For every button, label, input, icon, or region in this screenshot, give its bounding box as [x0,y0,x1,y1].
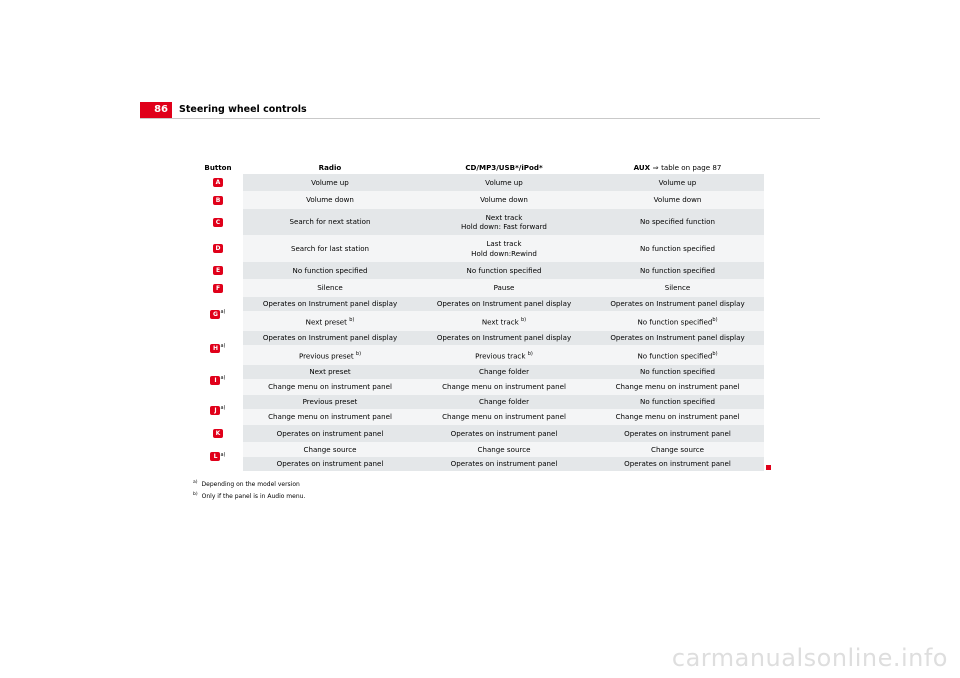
footnote-ref: a) [220,375,226,382]
watermark: carmanualsonline.info [671,644,948,672]
button-d-badge: D [213,244,223,253]
cd-line-2: Hold down: Fast forward [461,222,547,231]
aux-text: No function specified [637,350,713,360]
cd-cell: Volume down [417,191,591,209]
button-k-badge: K [213,429,223,438]
button-a-badge: A [213,178,223,187]
cd-line-2: Hold down:Rewind [471,248,537,258]
header-radio: Radio [318,162,342,172]
table-row [193,191,764,209]
cd-text: Previous track [475,350,526,360]
section-end-marker [766,465,771,470]
radio-cell: Operates on instrument panel [243,457,417,471]
footnote-text: Depending on the model version [201,481,300,488]
cd-cell: Change menu on instrument panel [417,379,591,395]
footnote-b [193,490,305,502]
footnotes [193,478,305,502]
footnote-mark: a) [193,480,198,485]
table-row [193,209,764,235]
button-cell [193,279,243,297]
aux-cell: No function specified [591,365,764,379]
table-row [193,442,764,457]
radio-cell: Next preset [243,365,417,379]
aux-cell: Operates on Instrument panel display [591,297,764,311]
table-row [193,457,764,471]
aux-cell [591,311,764,331]
button-cell [193,365,243,395]
footnote-ref: a) [220,309,226,316]
button-b-badge: B [213,196,223,205]
aux-cell: No function specified [591,262,764,279]
button-g-badge: G [210,310,220,319]
radio-cell: Silence [243,279,417,297]
page-number: 86 [140,102,172,118]
cd-text: Next track [481,316,519,326]
aux-cell: Change source [591,442,764,457]
cd-cell [417,345,591,365]
table-row [193,297,764,311]
header-aux-ref: table on page 87 [661,162,722,172]
cd-cell: Change source [417,442,591,457]
table-row [193,365,764,379]
cd-cell: Operates on instrument panel [417,457,591,471]
header-aux-label: AUX [633,162,651,172]
cd-cell: Change folder [417,365,591,379]
table-row [193,262,764,279]
button-cell [193,209,243,235]
cd-cell [417,311,591,331]
table-row [193,279,764,297]
radio-cell: Search for last station [243,235,417,262]
aux-cell: Operates on instrument panel [591,425,764,442]
cd-line-1: Last track [486,239,522,248]
footnote-ref: b) [527,350,533,357]
table-row [193,311,764,331]
radio-cell: Previous preset [243,395,417,409]
table-row [193,379,764,395]
header-button: Button [204,162,232,172]
radio-cell: Search for next station [243,209,417,235]
button-cell [193,442,243,471]
page-header [140,102,820,119]
radio-cell: Operates on Instrument panel display [243,331,417,345]
cd-line-1: Next track [485,212,523,222]
radio-cell: Change menu on instrument panel [243,379,417,395]
button-cell [193,425,243,442]
radio-text: Previous preset [298,350,354,360]
button-cell [193,174,243,191]
cd-cell: Operates on Instrument panel display [417,331,591,345]
footnote-ref: b) [712,350,718,357]
button-cell [193,297,243,331]
button-i-badge: I [210,376,220,385]
cd-cell: Volume up [417,174,591,191]
button-cell [193,191,243,209]
aux-cell: No specified function [591,209,764,235]
aux-cell: Volume up [591,174,764,191]
radio-cell: Volume down [243,191,417,209]
footnote-mark: b) [193,492,198,497]
button-h-badge: H [210,344,220,353]
button-f-badge: F [213,284,223,293]
aux-cell: Change menu on instrument panel [591,379,764,395]
radio-cell: Operates on Instrument panel display [243,297,417,311]
header-cd: CD/MP3/USB*/iPod* [465,162,543,172]
footnote-ref: b) [520,316,527,323]
table-row [193,409,764,425]
footnote-ref: a) [220,451,226,458]
steering-controls-table [193,160,764,471]
header-aux [591,160,764,174]
aux-text: No function specified [637,316,713,326]
radio-cell [243,345,417,365]
button-cell [193,235,243,262]
button-cell [193,331,243,365]
radio-text: Next preset [305,316,347,326]
table-row [193,174,764,191]
aux-cell: No function specified [591,235,764,262]
aux-cell: No function specified [591,395,764,409]
table-row [193,331,764,345]
aux-cell: Operates on instrument panel [591,457,764,471]
button-cell [193,395,243,425]
footnote-ref: b) [712,316,718,323]
footnote-ref: b) [355,350,362,357]
cd-cell: Change menu on instrument panel [417,409,591,425]
button-j-badge: J [210,406,220,415]
radio-cell: Change menu on instrument panel [243,409,417,425]
footnote-ref: a) [220,405,226,412]
button-e-badge: E [213,266,223,275]
aux-cell [591,345,764,365]
table-row [193,395,764,409]
table-header-row [193,160,764,174]
footnote-ref: a) [220,343,226,350]
section-title: Steering wheel controls [179,104,307,115]
cd-cell: Change folder [417,395,591,409]
footnote-a [193,478,305,490]
cd-cell: Pause [417,279,591,297]
cd-cell [417,209,591,235]
table-row [193,235,764,262]
cd-cell: No function specified [417,262,591,279]
radio-cell: No function specified [243,262,417,279]
button-c-badge: C [213,218,223,227]
button-cell [193,262,243,279]
radio-cell: Volume up [243,174,417,191]
cd-cell: Operates on Instrument panel display [417,297,591,311]
cd-cell: Operates on instrument panel [417,425,591,442]
cd-cell [417,235,591,262]
button-l-badge: L [210,452,220,461]
radio-cell [243,311,417,331]
footnote-text: Only if the panel is in Audio menu. [201,493,306,500]
radio-cell: Change source [243,442,417,457]
radio-cell: Operates on instrument panel [243,425,417,442]
table-row [193,345,764,365]
aux-cell: Operates on Instrument panel display [591,331,764,345]
arrow-icon: ⇒ [652,162,659,172]
aux-cell: Silence [591,279,764,297]
aux-cell: Change menu on instrument panel [591,409,764,425]
table-row [193,425,764,442]
footnote-ref: b) [349,316,355,323]
aux-cell: Volume down [591,191,764,209]
